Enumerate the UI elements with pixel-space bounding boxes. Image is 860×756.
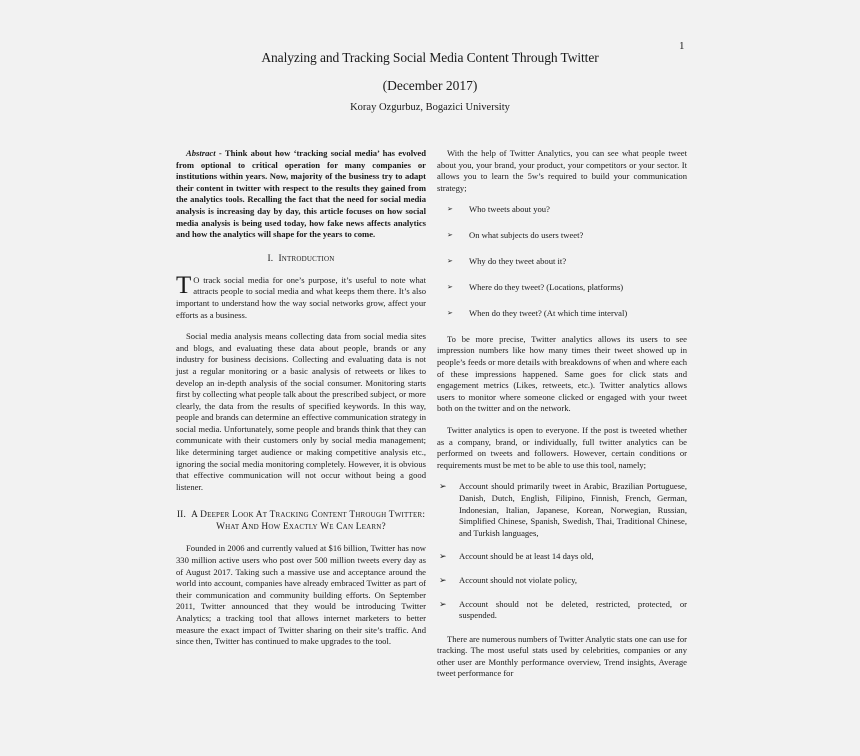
intro-paragraph-1 xyxy=(176,271,426,321)
right-paragraph-2: To be more precise, Twitter analytics allows its users to see impression numbers like how many times their tweet showed up in people’s feeds or more details with breakdowns of when and where each of these impressions happened. Same goes for click stats and engagement metrics (Likes, retweets, etc.). Twitter analytics allows users to monitor where someone clicked or engaged with your tweet both on the twitter and on the network. xyxy=(437,333,687,414)
abstract-text: - Think about how ‘tracking social media’ has evolved from optional to critical operation for many companies or institutions within years. Now, majority of the business try to adapt their content in twitter with respect to the results they gained from the analytics tools. Recalling the fact that the need for social media analysis is increasing day by day, this article focuses on how social media analysis is being used today, how fake news affects analytics and how the analytics will shape for the years to come. xyxy=(176,148,426,240)
bullet-arrow-icon: ➢ xyxy=(447,257,453,266)
right-paragraph-3: Twitter analytics is open to everyone. If the post is tweeted whether as a company, brand, or individually, full twitter analytics can be performed on tweets and followers. However, certain conditions or requirements must be met to be able to use this tool, namely; xyxy=(437,424,687,470)
list-item: ➢ Why do they tweet about it? xyxy=(447,256,567,267)
list-item: ➢ Account should be at least 14 days old, xyxy=(439,551,594,562)
bullet-arrow-icon: ➢ xyxy=(439,551,447,562)
paper-date: (December 2017) xyxy=(382,78,478,93)
left-column xyxy=(176,148,426,648)
list-item: ➢ Where do they tweet? (Locations, platforms) xyxy=(447,282,624,293)
right-column xyxy=(437,148,687,680)
paper-title: Analyzing and Tracking Social Media Content Through Twitter xyxy=(261,50,599,65)
list-item: ➢ Who tweets about you? xyxy=(447,204,550,215)
list-item: ➢ Account should not violate policy, xyxy=(439,574,578,585)
bullet-arrow-icon: ➢ xyxy=(439,481,447,492)
section-number: II. xyxy=(176,510,187,521)
list-item: ➢ On what subjects do users tweet? xyxy=(447,230,584,241)
bullet-arrow-icon: ➢ xyxy=(439,598,447,609)
right-paragraph-1: With the help of Twitter Analytics, you can see what people tweet about you, your brand, your product, your competitors or your sector. It allows you to learn the 5w’s required to build your communication strategy; xyxy=(437,148,687,193)
right-paragraph-4: There are numerous numbers of Twitter Analytic stats one can use for tracking. The most useful stats used by celebrities, companies or any other user are Monthly performance overview, Trend insights, Average tweet performance for xyxy=(437,633,687,679)
abstract xyxy=(176,148,426,241)
drop-cap: T xyxy=(176,271,192,299)
page-number: 1 xyxy=(679,40,685,52)
list-item: ➢ Account should primarily tweet in Arabic, Brazilian Portuguese, Danish, Dutch, English, Filipino, Finnish, French, German, Indonesian, Italian, Japanese, Korean, Norwegian, Russian, Simplified Chinese, Spanish, Swedish, Thai, Traditional Chinese, and Turkish languages, xyxy=(439,481,687,538)
requirements-list xyxy=(437,481,687,621)
section-heading-introduction xyxy=(176,253,426,265)
five-w-list xyxy=(437,204,687,319)
section-number: I. xyxy=(267,253,274,264)
bullet-arrow-icon: ➢ xyxy=(447,231,453,240)
section-title: Introduction xyxy=(278,253,335,264)
bullet-arrow-icon: ➢ xyxy=(447,205,453,214)
list-item: ➢ Account should not be deleted, restricted, protected, or suspended. xyxy=(439,598,687,621)
bullet-arrow-icon: ➢ xyxy=(439,574,447,585)
abstract-label: Abstract xyxy=(186,148,216,158)
intro-paragraph-1-text: O track social media for one’s purpose, it’s useful to note what attracts people to social media and what keeps them there. It’s also important to understand how the way social networks grow, affect your efforts as a business. xyxy=(176,274,426,320)
list-item: ➢ When do they tweet? (At which time interval) xyxy=(447,307,628,318)
section2-paragraph-1: Founded in 2006 and currently valued at $16 billion, Twitter has now 330 million active users who post over 500 million tweets every day as of August 2017. Taking such a massive use and acceptance around the world into account, companies have already embraced Twitter as part of their communication and community building efforts. On September 2011, Twitter announced that they would be introducing Twitter Analytics; a tracking tool that allows internet marketers to better measure the exact impact of Twitter sharing on their site’s traffic. And since then, Twitter has continued to make upgrades to the tool. xyxy=(176,543,426,647)
bullet-arrow-icon: ➢ xyxy=(447,283,453,292)
bullet-arrow-icon: ➢ xyxy=(447,308,453,317)
section-title: A Deeper Look At Tracking Content Through Twitter: What And How Exactly We Can Learn? xyxy=(191,510,426,533)
section-heading-deeper-look xyxy=(176,509,426,533)
paper-author: Koray Ozgurbuz, Bogazici University xyxy=(350,102,510,113)
intro-paragraph-2: Social media analysis means collecting data from social media sites and blogs, and evaluating these data about people, brands or any industry for business decisions. Collecting and evaluating data is not just a regular monitoring or a basic analysis of retweets or likes to develop an in-depth analysis of the social consumer. Monitoring starts first by collecting what people talk about the prescribed subject, or more clearly, the data from the results of specified keywords. In this way, people and brands can determine an effective communication strategy in social media. Unfortunately, some people and brands think that they can communicate with their customers only by social media management; like determining target audience or making competitive analysis etc., ignoring the social media monitoring completely. However, it is obvious that effective communication will not occur without being a good listener. xyxy=(176,331,426,492)
